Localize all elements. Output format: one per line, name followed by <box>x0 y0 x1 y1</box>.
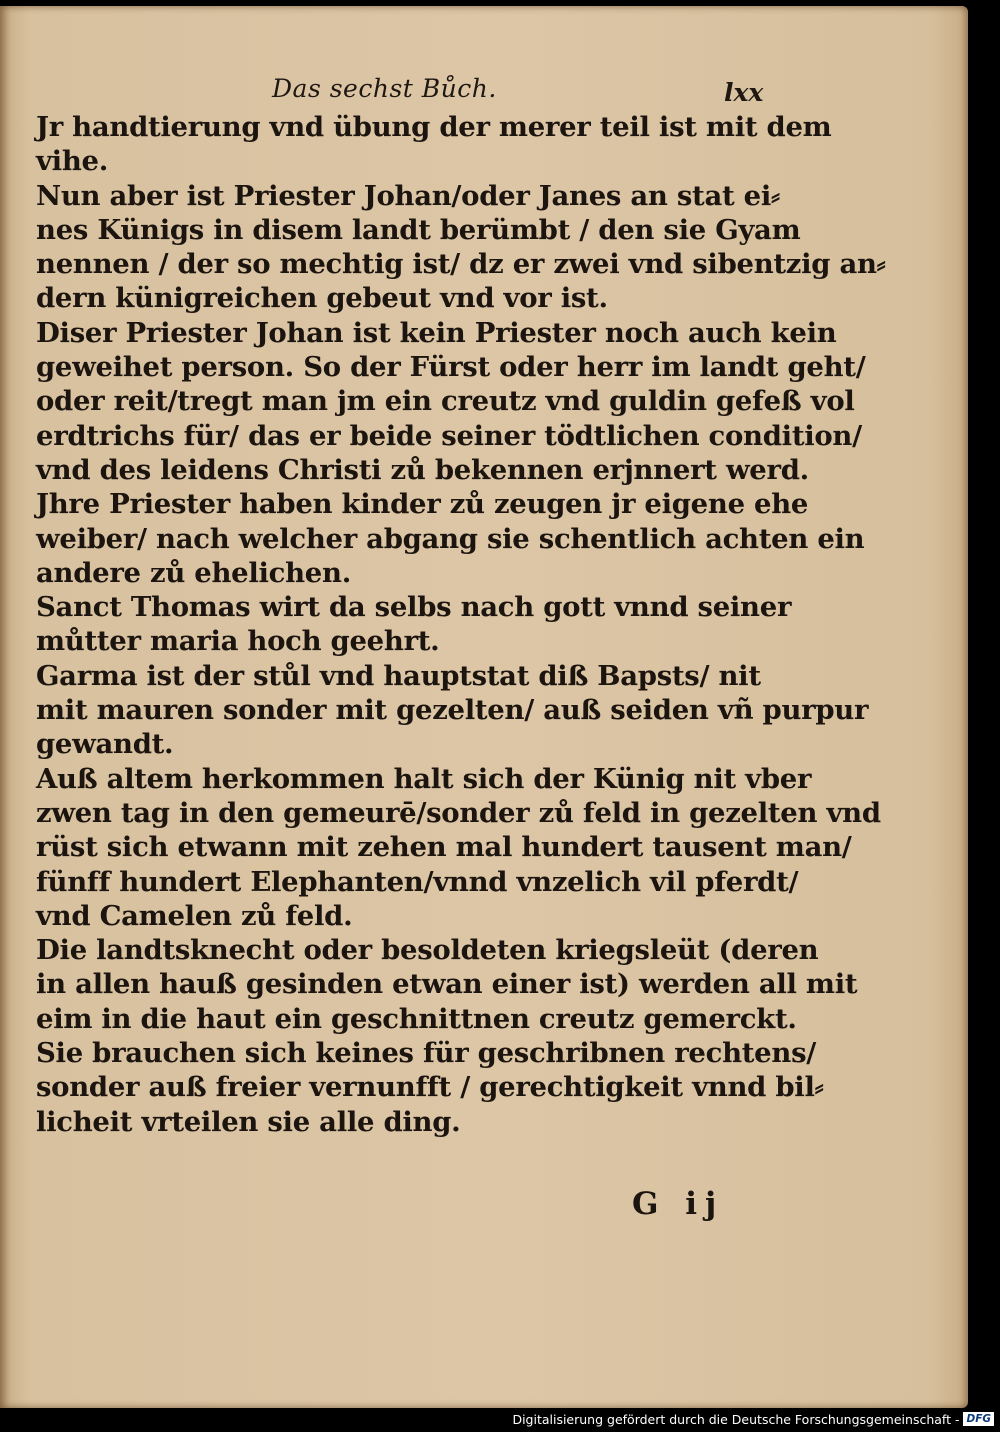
text-line: vnd Camelen zů feld. <box>36 899 353 932</box>
text-line: vnd des leidens Christi zů bekennen erjnnert werd. <box>36 453 809 486</box>
funding-notice: Digitalisierung gefördert durch die Deutsche Forschungsgemeinschaft - <box>512 1411 960 1427</box>
text-line: vihe. <box>36 145 108 178</box>
text-line: Nun aber ist Priester Johan/oder Janes an stat ei⸗ <box>36 179 780 212</box>
text-line: Diser Priester Johan ist kein Priester noch auch kein <box>36 316 837 349</box>
text-line: gewandt. <box>36 728 174 761</box>
text-line: sonder auß freier vernunfft / gerechtigkeit vnnd bil⸗ <box>36 1071 824 1104</box>
text-line: rüst sich etwann mit zehen mal hundert tausent man/ <box>36 831 852 864</box>
text-block <box>36 110 886 1139</box>
text-line: in allen hauß gesinden etwan einer ist) werden all mit <box>36 968 858 1001</box>
text-line: Jhre Priester haben kinder zů zeugen jr eigene ehe <box>36 488 809 521</box>
text-line: Sanct Thomas wirt da selbs nach gott vnnd seiner <box>36 591 792 624</box>
text-line: nes Künigs in disem landt berümbt / den sie Gyam <box>36 213 801 246</box>
dfg-logo: DFG <box>963 1412 994 1426</box>
text-line: fünff hundert Elephanten/vnnd vnzelich vil pferdt/ <box>36 865 799 898</box>
text-line: Sie brauchen sich keines für geschribnen rechtens/ <box>36 1037 816 1070</box>
text-line: eim in die haut ein geschnittnen creutz gemerckt. <box>36 1002 797 1035</box>
page-header <box>0 74 968 114</box>
text-line: nennen / der so mechtig ist/ dz er zwei vnd sibentzig an⸗ <box>36 248 886 281</box>
text-line: mit mauren sonder mit gezelten/ auß seiden vñ purpur <box>36 694 869 727</box>
text-line: Garma ist der stůl vnd hauptstat diß Bapsts/ nit <box>36 659 761 692</box>
running-head: Das sechst Bůch. <box>272 74 497 103</box>
text-line: weiber/ nach welcher abgang sie schentlich achten ein <box>36 522 865 555</box>
text-line: geweihet person. So der Fürst oder herr im landt geht/ <box>36 351 866 384</box>
text-line: můtter maria hoch geehrt. <box>36 625 440 658</box>
text-line: Die landtsknecht oder besoldeten kriegsleüt (deren <box>36 934 819 967</box>
text-line: andere zů ehelichen. <box>36 556 351 589</box>
book-page <box>0 6 968 1408</box>
text-line: Jr handtierung vnd übung der merer teil ist mit dem <box>36 111 832 143</box>
signature-mark: G ij <box>632 1186 725 1222</box>
text-line: zwen tag in den gemeurē/sonder zů feld in gezelten vnd <box>36 796 881 829</box>
text-line: oder reit/tregt man jm ein creutz vnd guldin gefeß vol <box>36 385 855 418</box>
text-line: licheit vrteilen sie alle ding. <box>36 1105 461 1138</box>
text-line: erdtrichs für/ das er beide seiner tödtlichen condition/ <box>36 419 862 452</box>
folio-number: lxx <box>724 78 764 107</box>
text-line: dern künigreichen gebeut vnd vor ist. <box>36 282 608 315</box>
text-line: Auß altem herkommen halt sich der Künig nit vber <box>36 762 812 795</box>
footer-banner <box>512 1410 994 1428</box>
